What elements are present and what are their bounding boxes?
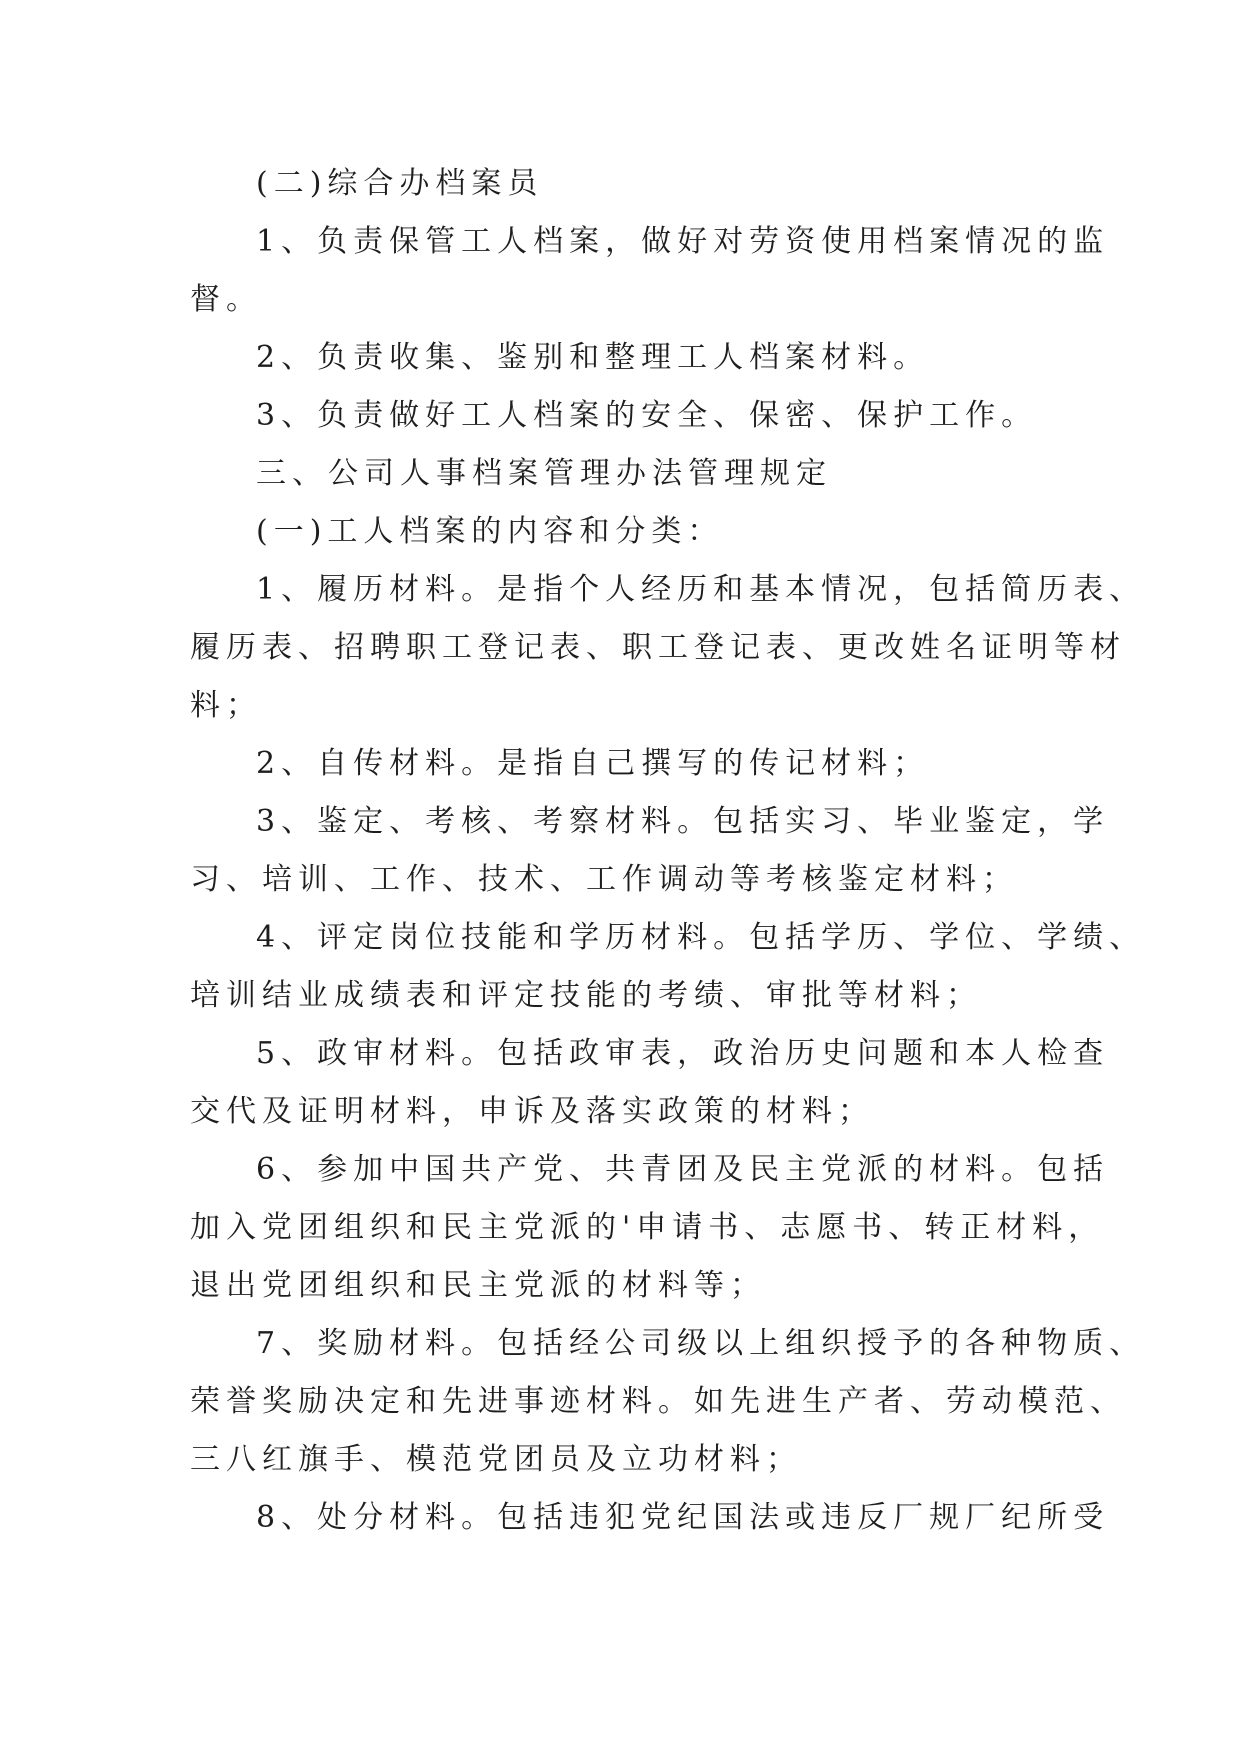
text-line: 2、负责收集、鉴别和整理工人档案材料。 [256,340,930,375]
text-line: 5、政审材料。包括政审表，政治历史问题和本人检查 [256,1036,1110,1071]
text-line: 1、履历材料。是指个人经历和基本情况，包括简历表、 [256,572,1146,607]
section-heading: (一)工人档案的内容和分类： [256,514,724,549]
section-heading: 三、公司人事档案管理办法管理规定 [256,456,832,491]
text-line: 履历表、招聘职工登记表、职工登记表、更改姓名证明等材 [190,630,1126,665]
text-line: 4、评定岗位技能和学历材料。包括学历、学位、学绩、 [256,920,1146,955]
text-line: 8、处分材料。包括违犯党纪国法或违反厂规厂纪所受 [256,1500,1110,1535]
text-line: 3、负责做好工人档案的安全、保密、保护工作。 [256,398,1038,433]
text-line: 3、鉴定、考核、考察材料。包括实习、毕业鉴定，学 [256,804,1110,839]
text-line: 1、负责保管工人档案，做好对劳资使用档案情况的监 [256,224,1110,259]
text-line: 加入党团组织和民主党派的'申请书、志愿书、转正材料， [190,1210,1105,1245]
text-line: 习、培训、工作、技术、工作调动等考核鉴定材料； [190,862,1018,897]
text-line: 退出党团组织和民主党派的材料等； [190,1268,766,1303]
text-line: 7、奖励材料。包括经公司级以上组织授予的各种物质、 [256,1326,1146,1361]
text-line: 交代及证明材料，申诉及落实政策的材料； [190,1094,874,1129]
text-line: 督。 [190,282,262,317]
document-body [190,155,1146,1547]
text-line: 料； [190,688,262,723]
text-line: 培训结业成绩表和评定技能的考绩、审批等材料； [190,978,982,1013]
text-line: 2、自传材料。是指自己撰写的传记材料； [256,746,930,781]
text-line: 6、参加中国共产党、共青团及民主党派的材料。包括 [256,1152,1110,1187]
text-line: 三八红旗手、模范党团员及立功材料； [190,1442,802,1477]
text-line: 荣誉奖励决定和先进事迹材料。如先进生产者、劳动模范、 [190,1384,1126,1419]
section-heading: (二)综合办档案员 [256,166,544,201]
